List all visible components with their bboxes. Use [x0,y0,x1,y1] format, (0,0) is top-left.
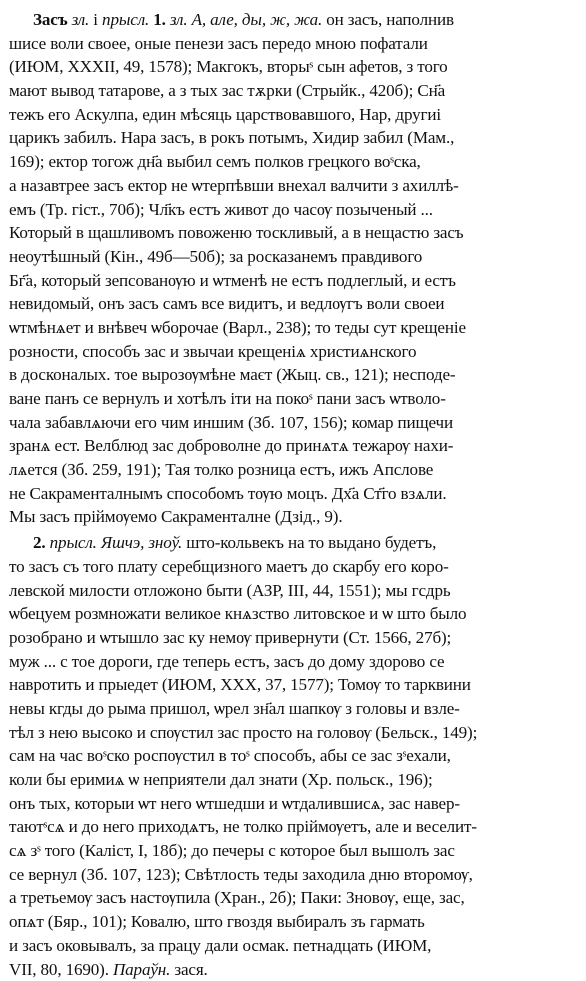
text-line: зранѧ ест. Велблюд зас доброволне до принѧтѧ тежарѹ нахи- [9,434,577,458]
text-line: невидомый, онъ засъ самъ все видитъ, и ведлѹгъ воли своеи [9,292,577,316]
text-line: ѡбецуем розмножати великое кнѧзство литовское и ѡ што было [9,602,577,626]
sense-gloss: Яшчэ, зноў. [101,533,182,552]
pos-label: зл. [72,10,90,29]
text-line: мают вывод татарове, а з тых зас тѫрки (Стрыйк., 420б); Сн҃а [9,79,577,103]
sense-1-paragraph [9,8,577,529]
text-line: тежъ его Аскулпа, един мѣсяць царствовавшого, Нар, другиі [9,103,577,127]
sense-number: 2. [33,533,46,552]
text-line: коли бы еримиѧ ѡ неприятели дал знати (Хр. польск., 196); [9,768,577,792]
text-line: таютˢсѧ и до него приходѧтъ, не толко пріймѹетъ, але и веселит- [9,815,577,839]
sense-number: 1. [153,10,166,29]
cross-reference-target: зася. [174,960,207,979]
text-line: царикъ забилъ. Нара засъ, в рокъ потымъ, Хидир забил (Мам., [9,126,577,150]
text-line: а назавтрее засъ ектор не ѡтерпѣвши внехал валчити з ахиллѣ- [9,174,577,198]
text-line: ѡтмѣнѧет и внѣвеч ѡборочае (Варл., 238); то теды сут крещеніе [9,316,577,340]
text-line: розобрано и ѡтышло зас ку немѹ привернути (Ст. 1566, 27б); [9,626,577,650]
text-line: муж ... с тое дороги, где теперь естъ, засъ до дому здорово се [9,650,577,674]
text-line: неоутѣшный (Кін., 49б—50б); за росказанемъ правдивого [9,245,577,269]
text-line: ване панъ се вернулъ и хотѣлъ іти на покоˢ пани засъ ѡтволо- [9,387,577,411]
text-line: емъ (Тр. гіст., 70б); Чл҃къ естъ живот до часѹ позыченый ... [9,198,577,222]
text-line: тѣл з нею высоко и спѹстил зас просто на головѹ (Бельск., 149); [9,721,577,745]
text-line: 2. прысл. Яшчэ, зноў. што-кольвекъ на то выдано будетъ, [9,531,577,555]
text-line: Засъ зл. і прысл. 1. зл. А, але, ды, ж, жа. он засъ, наполнив [9,8,577,32]
text-line: шисе воли своее, оные пенези засъ передо мною пофатали [9,32,577,56]
text-line: то засъ съ того плату серебщизного маетъ до скарбу его коро- [9,555,577,579]
pos-label: прысл. [102,10,149,29]
cross-reference-label: Параўн. [113,960,170,979]
text-line: розности, способъ зас и звычаи крещеніѧ христиѧнского [9,340,577,364]
text-line: онъ тых, которыи ѡт него ѡтшедши и ѡтдалившисѧ, зас навер- [9,792,577,816]
headword: Засъ [33,10,68,29]
sense-gloss: зл. А, але, ды, ж, жа. [170,10,322,29]
text-line: левской милости отложоно быти (АЗР, III, 44, 1551); мы гсдрь [9,579,577,603]
text-line: се вернул (Зб. 107, 123); Свѣтлость теды заходила дню второмѹ, [9,863,577,887]
pos-label: прысл. [50,533,97,552]
text-line: 169); ектор тогож дн҃а выбил семъ полков грецкого воˢска, [9,150,577,174]
text-line: лѧется (Зб. 259, 191); Тая толко розница естъ, ижъ Апслове [9,458,577,482]
text-line: Который в щашливомъ повоженю тоскливый, а в нещастю засъ [9,221,577,245]
text-line: VII, 80, 1690). Параўн. зася. [9,958,577,981]
text-line: а третьемѹ засъ настѹпила (Хран., 2б); Паки: Зновѹ, еще, зас, [9,886,577,910]
text-line: навротить и прыедет (ИЮМ, XXX, 37, 1577); Томѹ то тарквини [9,673,577,697]
text-line: опѧт (Бяр., 101); Ковалю, што гвоздя выбиралъ зъ гармать [9,910,577,934]
text-line: в досконалых. тое вырозѹмѣне маєт (Жыц. св., 121); несподе- [9,363,577,387]
text-line: Мы засъ пріймѹемо Сакраменталне (Дзід., 9). [9,505,577,529]
text-line: сѧ зˢ того (Каліст, І, 18б); до печеры с которое был вышолъ зас [9,839,577,863]
text-line: Бг҃а, который зепсованѹю и ѡтменѣ не естъ подлеглый, и естъ [9,269,577,293]
text-line: и засъ оковывалъ, за працу дали осмак. петнадцать (ИЮМ, [9,934,577,958]
text-line: невы кгды до рыма пришол, ѡрел зн҃ал шапкѹ з головы и взле- [9,697,577,721]
sense-2-paragraph [9,531,577,981]
text-line: (ИЮМ, XXXII, 49, 1578); Макгокъ, вторыˢ сын афетов, з того [9,55,577,79]
text-line: не Сакраменталнымъ способомъ тѹю моцъ. Дх҃а Ст҃го взѧли. [9,482,577,506]
text-line: чала забавлѧючи его чим иншим (Зб. 107, 156); комар пищечи [9,411,577,435]
text-line: сам на час воˢско роспѹстил в тоˢ способъ, абы се зас зˢехали, [9,744,577,768]
